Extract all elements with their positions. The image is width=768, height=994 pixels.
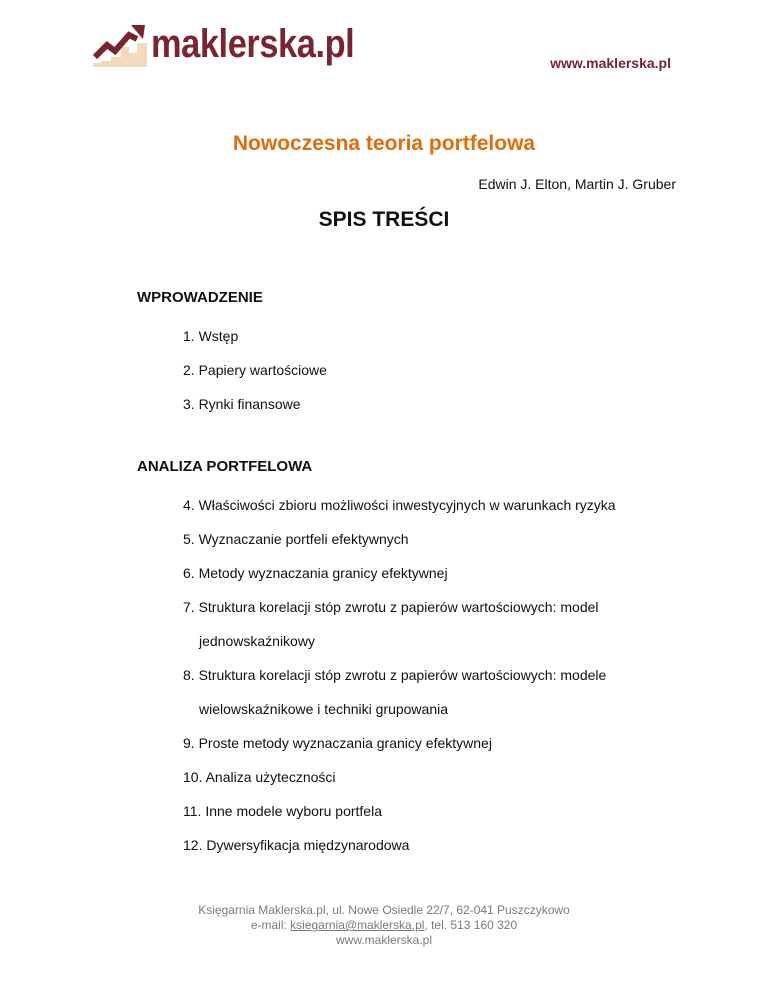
toc-item xyxy=(183,836,688,854)
toc-item xyxy=(183,768,688,786)
toc-item-continuation: wielowskaźnikowe i techniki grupowania xyxy=(199,701,449,717)
toc-item xyxy=(183,530,688,548)
toc-item-text: 3. Rynki finansowe xyxy=(183,396,301,412)
toc-item xyxy=(183,327,688,345)
growth-arrow-logo-icon xyxy=(93,23,147,67)
toc-item xyxy=(183,395,688,413)
toc-item xyxy=(183,666,688,718)
toc-list xyxy=(137,496,688,854)
section-heading: ANALIZA PORTFELOWA xyxy=(137,458,313,475)
logo-text: maklerska.pl xyxy=(151,22,355,66)
toc-item-continuation: jednowskaźnikowy xyxy=(199,633,315,649)
toc-item-text: 10. Analiza użyteczności xyxy=(183,769,336,785)
toc-section-portfolio-analysis xyxy=(137,458,688,854)
footer-contact xyxy=(0,918,768,933)
toc-item-text: 6. Metody wyznaczania granicy efektywnej xyxy=(183,565,448,581)
toc-item-text: 4. Właściwości zbioru możliwości inwestycyjnych w warunkach ryzyka xyxy=(183,497,616,513)
toc-item-text: 9. Proste metody wyznaczania granicy efektywnej xyxy=(183,735,492,751)
book-authors: Edwin J. Elton, Martin J. Gruber xyxy=(478,176,676,192)
book-title xyxy=(0,132,768,156)
toc-item-text: 5. Wyznaczanie portfeli efektywnych xyxy=(183,531,409,547)
page-footer xyxy=(0,903,768,948)
toc-item xyxy=(183,564,688,582)
footer-site-url[interactable]: www.maklerska.pl xyxy=(335,933,433,947)
section-heading: WPROWADZENIE xyxy=(137,289,263,306)
toc-item xyxy=(183,802,688,820)
toc-item-text: 7. Struktura korelacji stóp zwrotu z papierów wartościowych: model xyxy=(183,599,599,615)
book-title-text: Nowoczesna teoria portfelowa xyxy=(232,132,536,155)
footer-address: Księgarnia Maklerska.pl, ul. Nowe Osiedle 22/7, 62-041 Puszczykowo xyxy=(198,903,570,917)
toc-item-text: 11. Inne modele wyboru portfela xyxy=(183,803,382,819)
toc-title: SPIS TREŚCI xyxy=(318,208,450,231)
toc-item-text: 1. Wstęp xyxy=(183,328,239,344)
toc-item-text: 8. Struktura korelacji stóp zwrotu z papierów wartościowych: modele xyxy=(183,667,607,683)
footer-email-prefix: e-mail: xyxy=(250,918,291,932)
toc-item-text: 2. Papiery wartościowe xyxy=(183,362,327,378)
footer-email-link[interactable]: ksiegarnia@maklerska.pl xyxy=(290,918,425,932)
brand-logo[interactable] xyxy=(93,22,387,67)
footer-phone: , tel. 513 160 320 xyxy=(424,918,518,932)
toc-item-text: 12. Dywersyfikacja międzynarodowa xyxy=(183,837,410,853)
toc-item xyxy=(183,496,688,514)
header-site-url[interactable]: www.maklerska.pl xyxy=(550,55,671,71)
toc-item xyxy=(183,361,688,379)
toc-item xyxy=(183,734,688,752)
toc-list xyxy=(137,327,688,413)
toc-section-introduction xyxy=(137,289,688,413)
toc-item xyxy=(183,598,688,650)
